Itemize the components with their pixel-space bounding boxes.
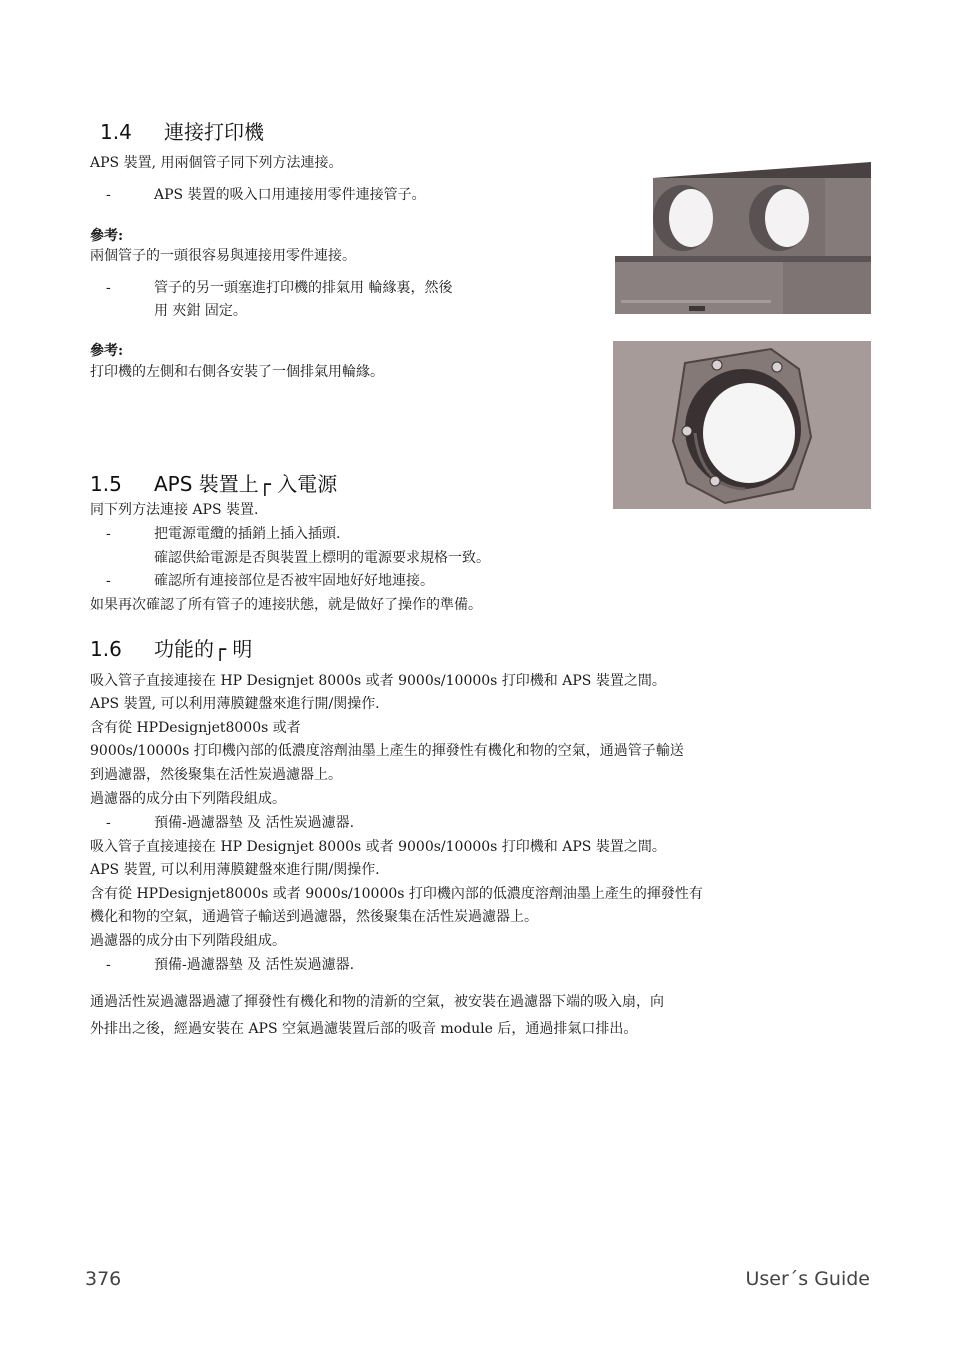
- s14-note1-label: 參考:: [90, 228, 124, 244]
- bullet-dash: -: [106, 573, 111, 589]
- s16-line: 吸入管子直接連接在 HP Designjet 8000s 或者 9000s/10000s 打印機和 APS 裝置之間。: [90, 839, 666, 855]
- s14-intro: APS 裝置, 用兩個管子同下列方法連接。: [90, 155, 343, 171]
- bullet-text: 預備-過濾器墊 及 活性炭過濾器.: [154, 957, 355, 973]
- s16-line: 過濾器的成分由下列階段組成。: [90, 791, 286, 807]
- s16-line: 含有從 HPDesignjet8000s 或者 9000s/10000s 打印機內部的低濃度溶劑油墨上產生的揮發性有: [90, 886, 703, 902]
- s16-line: 吸入管子直接連接在 HP Designjet 8000s 或者 9000s/10000s 打印機和 APS 裝置之間。: [90, 673, 666, 689]
- page-number: 376: [85, 1268, 122, 1290]
- s16-line: 9000s/10000s 打印機內部的低濃度溶劑油墨上產生的揮發性有機化和物的空氣，通過管子輸送: [90, 743, 684, 759]
- section-1-4-heading: [100, 116, 264, 145]
- s14-bullet-2-cont: 用 夾鉗 固定。: [154, 303, 247, 319]
- bullet-text: 確認所有連接部位是否被牢固地好好地連接。: [154, 573, 434, 589]
- aps-intake-ports-image: [615, 160, 871, 314]
- section-title: 連接打印機: [164, 120, 264, 144]
- bullet-text: 管子的另一頭塞進打印機的排氣用 輪緣裏，然後: [154, 280, 453, 296]
- bullet-dash: -: [106, 280, 111, 296]
- bullet-dash: -: [106, 815, 111, 831]
- s14-bullet-1: [90, 184, 426, 206]
- section-number: 1.5: [90, 472, 122, 496]
- section-number: 1.6: [90, 637, 122, 661]
- section-title: APS 裝置上┌ 入電源: [154, 472, 338, 496]
- section-1-6-heading: [90, 633, 252, 662]
- s14-note1-text: 兩個管子的一頭很容易與連接用零件連接。: [90, 248, 356, 264]
- s16-bullet-1: [90, 812, 354, 834]
- s15-closing: 如果再次確認了所有管子的連接狀態，就是做好了操作的準備。: [90, 597, 482, 613]
- guide-title: User´s Guide: [745, 1268, 870, 1290]
- s14-note2-text: 打印機的左側和右側各安裝了一個排氣用輪緣。: [90, 364, 384, 380]
- section-title: 功能的┌ 明: [154, 637, 253, 661]
- s15-bullet-1-cont: 確認供給電源是否與裝置上標明的電源要求規格一致。: [154, 550, 490, 566]
- s16-bullet-2: [90, 954, 354, 976]
- s14-bullet-2: [90, 277, 452, 299]
- s15-intro: 同下列方法連接 APS 裝置.: [90, 502, 259, 518]
- section-number: 1.4: [100, 120, 132, 144]
- s15-bullet-1: [90, 523, 340, 545]
- bullet-text: APS 裝置的吸入口用連接用零件連接管子。: [154, 187, 426, 203]
- s15-bullet-2: [90, 570, 434, 592]
- s16-final-line-1: 通過活性炭過濾器過濾了揮發性有機化和物的清新的空氣，被安裝在過濾器下端的吸入扇，向: [90, 994, 664, 1010]
- bullet-dash: -: [106, 187, 111, 203]
- s16-line: 到過濾器，然後聚集在活性炭過濾器上。: [90, 767, 342, 783]
- s16-line: 機化和物的空氣，通過管子輸送到過濾器，然後聚集在活性炭過濾器上。: [90, 909, 538, 925]
- s16-line: APS 裝置, 可以利用薄膜鍵盤來進行開/関操作.: [90, 696, 380, 712]
- bullet-text: 預備-過濾器墊 及 活性炭過濾器.: [154, 815, 355, 831]
- exhaust-flange-image: [613, 341, 871, 509]
- bullet-dash: -: [106, 526, 111, 542]
- bullet-text: 把電源電纜的插銷上插入插頭.: [154, 526, 341, 542]
- s16-line: 過濾器的成分由下列階段組成。: [90, 933, 286, 949]
- s16-line: APS 裝置, 可以利用薄膜鍵盤來進行開/関操作.: [90, 862, 380, 878]
- s14-note2-label: 參考:: [90, 343, 124, 359]
- s16-final-line-2: 外排出之後，經過安裝在 APS 空氣過濾裝置后部的吸音 module 后，通過排氣口排出。: [90, 1021, 638, 1037]
- section-1-5-heading: [90, 468, 337, 497]
- s16-line: 含有從 HPDesignjet8000s 或者: [90, 720, 301, 736]
- bullet-dash: -: [106, 957, 111, 973]
